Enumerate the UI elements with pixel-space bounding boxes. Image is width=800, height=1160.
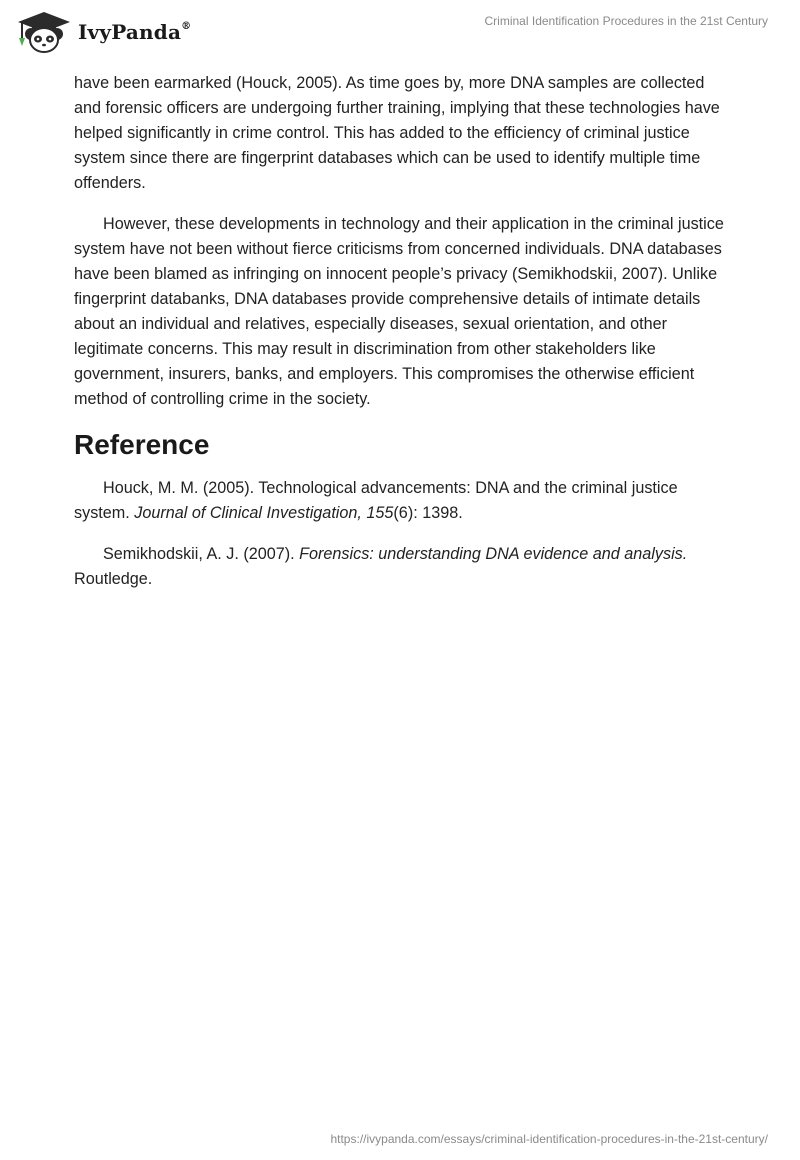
reference-entry: Houck, M. M. (2005). Technological advancements: DNA and the criminal justice system. Journal of Clinical Investigation, 155(6): 1398. [74, 479, 678, 522]
source-url-link[interactable]: https://ivypanda.com/essays/criminal-identification-procedures-in-the-21st-century/ [330, 1132, 768, 1146]
brand-logo[interactable] [14, 10, 191, 54]
body-paragraph: However, these developments in technology and their application in the criminal justice system have not been without fierce criticisms from concerned individuals. DNA databases have been blamed as infringing on innocent people’s privacy (Semikhodskii, 2007). Unlike fingerprint databanks, DNA databases provide comprehensive details of intimate details about an individual and relatives, especially diseases, sexual orientation, and other legitimate concerns. This may result in discrimination from other stakeholders like government, insurers, banks, and employers. This compromises the otherwise efficient method of controlling crime in the society. [74, 215, 724, 408]
panda-graduate-icon [14, 10, 74, 54]
document-title: Criminal Identification Procedures in the 21st Century [484, 14, 768, 28]
reference-heading: Reference [74, 429, 210, 460]
body-paragraph: have been earmarked (Houck, 2005). As time goes by, more DNA samples are collected and forensic officers are undergoing further training, implying that these technologies have helped significantly in crime control. This has added to the efficiency of criminal justice system since there are fingerprint databases which can be used to identify multiple time offenders. [74, 74, 720, 192]
reference-entry: Semikhodskii, A. J. (2007). Forensics: understanding DNA evidence and analysis. Routledge. [74, 545, 688, 588]
brand-name: IvyPanda® [78, 20, 192, 44]
essay-content [74, 71, 724, 608]
